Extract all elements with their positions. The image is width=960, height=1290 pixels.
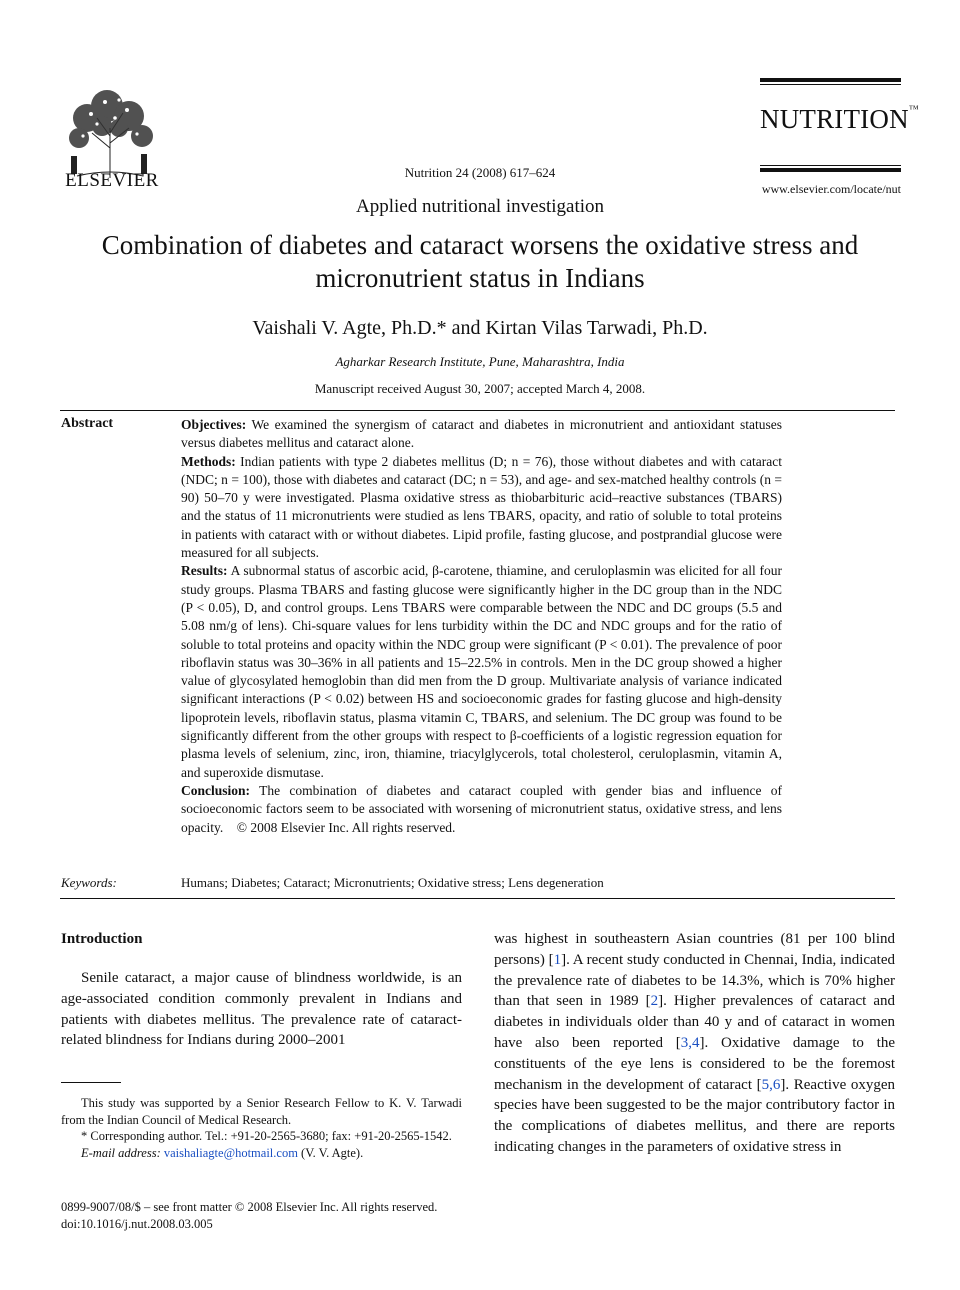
publisher-logo-text: ELSEVIER [65,170,159,191]
journal-rule [760,84,901,85]
abstract-label: Abstract [61,416,114,431]
article-authors: Vaishali V. Agte, Ph.D.* and Kirtan Vilas Tarwadi, Ph.D. [252,317,708,339]
funding-note: This study was supported by a Senior Research Fellow to K. V. Tarwadi from the Indian Council of Medical Research. [61,1096,462,1127]
body-column-left: Senile cataract, a major cause of blindness worldwide, is an age-associated condition commonly prevalent in Indians and patients with diabetes mellitus. The prevalence rate of cataract-related blindness for Indians during 2000–2001 [61,970,462,1049]
abstract-results: Results: A subnormal status of ascorbic acid, β-carotene, thiamine, and ceruloplasmin was elicited for all four study groups. Plasma TBARS and fasting glucose were significantly higher in the DC group than in the NDC (P < 0.05), D, and control groups. Lens TBARS were comparable between the NDC and DC groups (5.5 and 5.08 nm/g of lens). Chi-square values for lens turbidity within the DC and NDC groups and for the ratio of soluble to total proteins and opacity within the NDC group were significant (P < 0.01). The prevalence of poor riboflavin status was 30–36% in all patients and 15–22.5% in controls. Men in the DC group showed a higher value of glycosylated hemoglobin than did men from the D group. Multivariate analysis of variance indicated significant interactions (P < 0.02) between HS and socioeconomic grades for fasting glucose and high-density lipoprotein levels, riboflavin status, plasma vitamin C, TBARS, and selenium. The DC group was found to be significantly different from the other groups with respect to β-coefficients of a logistic regression equation for plasma levels of selenium, zinc, iron, thiamine, triacylglycerols, total cholesterol, ceruloplasmin, vitamin A, and superoxide dismutase. [181,563,782,780]
author-affiliation: Agharkar Research Institute, Pune, Maharashtra, India [335,354,625,369]
keywords-label: Keywords: [61,875,117,890]
journal-rule [760,78,901,82]
section-label: Applied nutritional investigation [355,196,605,217]
footnotes [61,1095,462,1161]
keywords-list: Humans; Diabetes; Cataract; Micronutrients; Oxidative stress; Lens degeneration [181,875,604,890]
corresponding-author-note: * Corresponding author. Tel.: +91-20-2565-3680; fax: +91-20-2565-1542. [81,1129,452,1143]
email-link[interactable]: vaishaliagte@hotmail.com [163,1145,298,1160]
manuscript-dates: Manuscript received August 30, 2007; accepted March 4, 2008. [314,381,646,396]
issn-line: 0899-9007/08/$ – see front matter © 2008 Elsevier Inc. All rights reserved. [61,1200,438,1214]
footnote-rule [61,1082,121,1083]
abstract-rule-top [60,410,895,411]
section-heading-introduction: Introduction [61,931,143,947]
reference-link[interactable]: 3,4 [680,1034,700,1051]
reference-link[interactable]: 1 [553,951,562,968]
copyright: © 2008 Elsevier Inc. All rights reserved. [236,819,456,835]
journal-rule [760,168,901,172]
abstract-conclusion: Conclusion: The combination of diabetes and cataract coupled with gender bias and influence of socioeconomic factors seem to be associated with worsening of micronutrient status, oxidative stress, and lens opacity. © 2008 Elsevier Inc. All rights reserved. [181,782,782,835]
body-column-right: was highest in southeastern Asian countries (81 per 100 blind persons) [1]. A recent study conducted in Chennai, India, indicated the prevalence rate of diabetes to be 14.3%, which is 70% higher than that seen in 1989 [2]. Higher prevalences of cataract and diabetes in individuals older than 40 y and of cataract in women have also been reported [3,4]. Oxidative damage to the constituents of the eye lens is considered to be the foremost mechanism in the development of cataract [5,6]. Reactive oxygen species have been suggested to be the major contributory factor in the complications of diabetes mellitus, and there are reports indicating changes in the parameters of oxidative stress in [494,931,896,1155]
abstract-body [181,416,782,837]
reference-link[interactable]: 5,6 [761,1076,781,1093]
journal-name: NUTRITION™ [760,104,919,134]
doi-line[interactable]: doi:10.1016/j.nut.2008.03.005 [61,1216,213,1231]
abstract-methods: Methods: Indian patients with type 2 diabetes mellitus (D; n = 76), those without diabetes and with cataract (NDC; n = 100), those with diabetes and cataract (DC; n = 53), and age- and sex-matched healthy controls (n = 90) 50–70 y were investigated. Plasma oxidative stress as thiobarbituric acid–reactive substances (TBARS) and the status of 11 micronutrients were studied as lens TBARS, opacity, and ratio of soluble to total proteins in patients with cataract with or without diabetes. Lipid profile, fasting glucose, and postprandial glucose were measured for all subjects. [181,453,782,561]
issn-doi [61,1199,481,1232]
journal-url[interactable]: www.elsevier.com/locate/nut [761,182,901,196]
email-note: E-mail address: vaishaliagte@hotmail.com (V. V. Agte). [81,1145,364,1160]
journal-citation: Nutrition 24 (2008) 617–624 [404,165,556,180]
article-title: Combination of diabetes and cataract worsens the oxidative stress and micronutrient status in Indians [101,230,859,293]
journal-rule [760,165,901,166]
abstract-objectives: Objectives: We examined the synergism of cataract and diabetes in micronutrient and antioxidant statuses versus diabetes mellitus and cataract alone. [181,417,782,451]
abstract-rule-bottom [60,898,895,899]
reference-link[interactable]: 2 [650,993,659,1010]
